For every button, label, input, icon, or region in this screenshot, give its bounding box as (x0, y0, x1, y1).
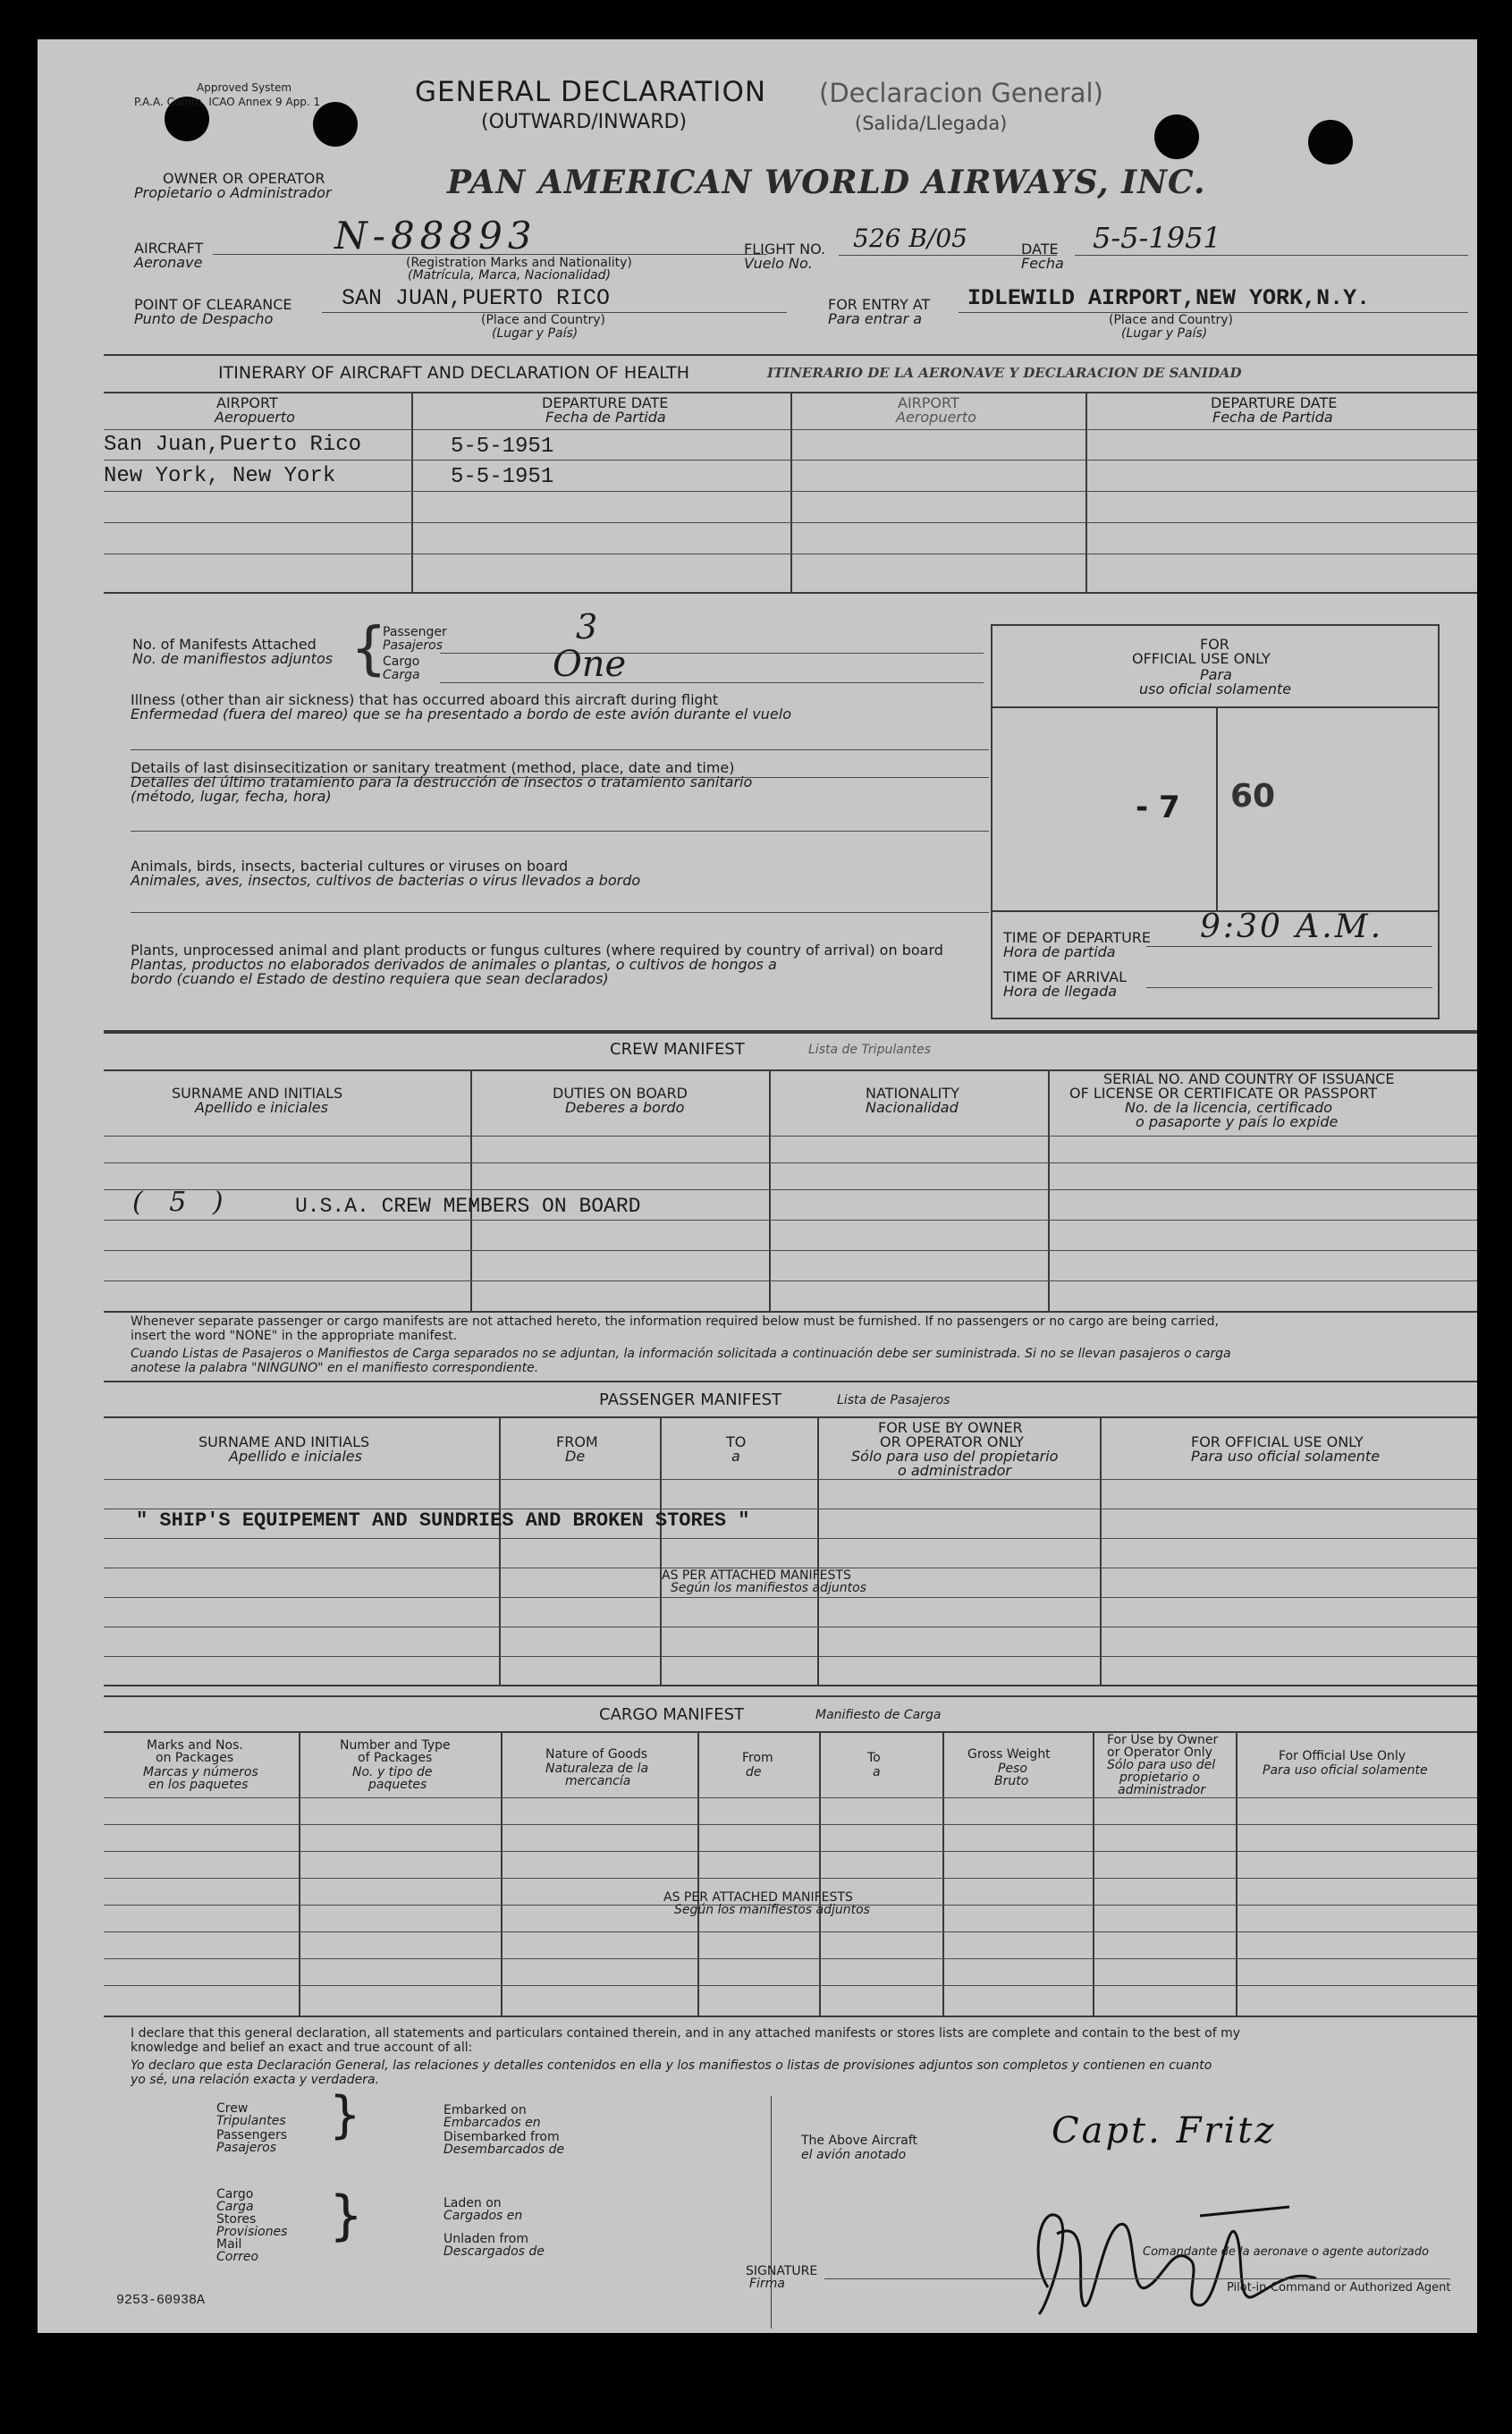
cargo-col-marks2: on Packages (156, 1751, 234, 1765)
itinerary-col-departure-2: DEPARTURE DATE (1211, 394, 1338, 411)
itinerary-top-line (104, 354, 1477, 356)
crew-row-line (104, 1280, 1477, 1281)
aircraft-value: N-88893 (334, 214, 537, 258)
crew-title-es: Lista de Tripulantes (808, 1043, 932, 1057)
footer-stores: Stores (216, 2212, 257, 2227)
cargo-title: CARGO MANIFEST (599, 1705, 744, 1724)
itinerary-date-2: 5-5-1951 (451, 465, 554, 489)
crew-title: CREW MANIFEST (610, 1040, 745, 1059)
passenger-attached-es: Según los manifiestos adjuntos (671, 1581, 866, 1595)
manifests-cargo-es: Carga (383, 668, 420, 682)
manifests-cargo: Cargo (383, 655, 420, 669)
itinerary-col-airport: AIRPORT (216, 394, 278, 411)
date-label: DATE (1021, 241, 1059, 258)
aircraft-label: AIRCRAFT (134, 240, 204, 257)
entry-sub: (Place and Country) (1109, 313, 1234, 327)
arrival-time-label: TIME OF ARRIVAL (1003, 968, 1128, 985)
health-line (131, 831, 989, 832)
manifests-line (440, 682, 984, 683)
flight-label: FLIGHT NO. (744, 241, 826, 258)
footer-brace: } (329, 2185, 364, 2247)
cargo-attached: AS PER ATTACHED MANIFESTS (663, 1890, 853, 1905)
footer-mail-es: Correo (216, 2250, 259, 2264)
health-line (131, 749, 989, 750)
crew-col-duties-es: Deberes a bordo (565, 1099, 685, 1116)
passenger-top-line (104, 1381, 1477, 1382)
manifests-cargo-value: One (553, 644, 627, 685)
cargo-col-marks-es: Marcas y números (143, 1765, 258, 1779)
passenger-col-to-es: a (731, 1448, 740, 1465)
health-line (131, 912, 989, 913)
notice-text-es: Cuando Listas de Pasajeros o Manifiestos de Carga separados no se adjuntan, la información solicitada a continuación debe ser suministrada. Si no se llevan pasajeros o carga (131, 1347, 1231, 1361)
illness-label-es: Enfermedad (fuera del mareo) que se ha presentado a bordo de este avión durante el vuelo (131, 706, 791, 723)
clearance-sub: (Place and Country) (481, 313, 606, 327)
crew-header-line (104, 1032, 1477, 1034)
animals-label: Animals, birds, insects, bacterial cultures or viruses on board (131, 858, 569, 875)
entry-value: IDLEWILD AIRPORT,NEW YORK,N.Y. (967, 285, 1371, 311)
cargo-row-line (104, 1958, 1477, 1959)
itinerary-bottom-line (104, 592, 1477, 594)
declaration-text-es: Yo declaro que esta Declaración General, las relaciones y detalles contenidos en ella y los manifiestos o listas de provisiones adjuntos son completos y contienen en cuanto (131, 2058, 1212, 2073)
footer-cargo: Cargo (216, 2187, 254, 2202)
flight-value: 526 B/05 (853, 224, 967, 253)
cargo-col-nature: Nature of Goods (545, 1747, 648, 1762)
cargo-row-line (104, 1878, 1477, 1879)
manifests-passenger: Passenger (383, 625, 447, 639)
clearance-sub-es: (Lugar y País) (492, 326, 579, 341)
crew-row-line (104, 1220, 1477, 1221)
form-number: 9253-60938A (116, 2293, 206, 2308)
passenger-title-es: Lista de Pasajeros (837, 1393, 950, 1407)
declaration-text2: knowledge and belief an exact and true account of all: (131, 2041, 473, 2055)
cargo-col-number-es2: paquetes (368, 1778, 427, 1792)
cargo-divider (819, 1731, 821, 2016)
itinerary-row-line (104, 491, 1477, 492)
plants-label: Plants, unprocessed animal and plant products or fungus cultures (where required by country of arrival) on board (131, 942, 943, 959)
cargo-col-official: For Official Use Only (1279, 1749, 1406, 1763)
cargo-col-number: Number and Type (340, 1738, 451, 1753)
manifests-line (440, 653, 984, 654)
cargo-row-line (104, 1824, 1477, 1825)
signature-line (824, 2278, 1450, 2279)
owner-label-es: Propietario o Administrador (134, 184, 332, 201)
crew-count: ( 5 ) (132, 1187, 232, 1218)
cargo-col-to-es: a (873, 1765, 881, 1779)
official-title: FOR (1200, 636, 1229, 653)
footer-above: The Above Aircraft (801, 2134, 917, 2148)
crew-row-line (104, 1189, 1477, 1190)
cargo-divider (697, 1731, 699, 2016)
official-title-es: Para (1200, 666, 1232, 683)
official-value: 60 (1230, 778, 1276, 815)
aircraft-sub-es: (Matrícula, Marca, Nacionalidad) (408, 268, 612, 283)
disinsect-label-es: Detalles del último tratamiento para la destrucción de insectos o tratamiento sanitario (131, 773, 753, 790)
passenger-divider (1100, 1416, 1102, 1685)
crew-col-serial-es2: o pasaporte y país lo expide (1136, 1113, 1339, 1130)
footer-stores-es: Provisiones (216, 2225, 288, 2239)
form-title-sub: (OUTWARD/INWARD) (481, 111, 688, 133)
manifests-brace: { (351, 616, 387, 682)
disinsect-label: Details of last disinsecitization or sanitary treatment (method, place, date and time) (131, 759, 735, 776)
crew-row-line (104, 1162, 1477, 1163)
passenger-col-owner-es: Sólo para uso del propietario (851, 1448, 1059, 1465)
crew-col-surname-es: Apellido e iniciales (195, 1099, 328, 1116)
cargo-row-line (104, 1797, 1477, 1798)
cargo-col-nature-es2: mercancía (565, 1774, 631, 1788)
footer-embarked-es: Embarcados en (443, 2116, 541, 2130)
departure-time-line (1146, 946, 1432, 947)
departure-time-label: TIME OF DEPARTURE (1003, 929, 1152, 946)
footer-passengers: Passengers (216, 2128, 288, 2142)
itinerary-title: ITINERARY OF AIRCRAFT AND DECLARATION OF HEALTH (218, 363, 690, 383)
notice-text2: insert the word "NONE" in the appropriate manifest. (131, 1329, 458, 1343)
aircraft-sub: (Registration Marks and Nationality) (406, 256, 632, 270)
cargo-col-marks-es2: en los paquetes (148, 1778, 249, 1792)
crew-row-line (104, 1250, 1477, 1251)
crew-col-serial: SERIAL NO. AND COUNTRY OF ISSUANCE (1103, 1070, 1395, 1087)
plants-label-es2: bordo (cuando el Estado de destino requiera que sean declarados) (131, 970, 609, 987)
declaration-text-es2: yo sé, una relación exacta y verdadera. (131, 2073, 380, 2087)
date-label-es: Fecha (1021, 255, 1064, 272)
itinerary-divider (790, 392, 792, 594)
departure-time-value: 9:30 A.M. (1200, 909, 1384, 945)
crew-entry: U.S.A. CREW MEMBERS ON BOARD (295, 1195, 641, 1218)
official-mark: - 7 (1136, 790, 1180, 825)
cargo-col-owner-es: Sólo para uso del (1107, 1758, 1216, 1772)
declaration-text: I declare that this general declaration, all statements and particulars contained therein, and in any attached manifests or stores lists are complete and contain to the best of my (131, 2026, 1240, 2041)
notice-text: Whenever separate passenger or cargo manifests are not attached hereto, the information required below must be furnished. If no passengers or no cargo are being carried, (131, 1314, 1219, 1329)
itinerary-row-line (104, 429, 1477, 430)
cargo-col-number2: of Packages (358, 1751, 433, 1765)
itinerary-col-departure-es-2: Fecha de Partida (1212, 409, 1333, 426)
clearance-value: SAN JUAN,PUERTO RICO (342, 285, 611, 311)
footer-mail: Mail (216, 2237, 242, 2252)
footer-unladen: Unladen from (443, 2232, 528, 2246)
cargo-row-line (104, 1931, 1477, 1932)
itinerary-divider (1085, 392, 1087, 594)
cargo-col-to: To (867, 1751, 881, 1765)
cargo-header-top (104, 1731, 1477, 1733)
passenger-attached: AS PER ATTACHED MANIFESTS (662, 1568, 851, 1583)
clearance-label-es: Punto de Despacho (134, 310, 274, 327)
cargo-col-marks: Marks and Nos. (147, 1738, 243, 1753)
date-line (1075, 255, 1468, 256)
passenger-divider (660, 1416, 662, 1685)
passenger-col-surname: SURNAME AND INITIALS (199, 1433, 370, 1450)
footer-disembarked: Disembarked from (443, 2130, 560, 2144)
departure-time-label-es: Hora de partida (1003, 943, 1116, 960)
cargo-title-es: Manifiesto de Carga (815, 1708, 942, 1722)
flight-label-es: Vuelo No. (744, 255, 813, 272)
punch-hole (1154, 114, 1199, 159)
cargo-row-line (104, 1985, 1477, 1986)
aircraft-label-es: Aeronave (134, 254, 203, 271)
passenger-col-owner2: OR OPERATOR ONLY (880, 1433, 1025, 1450)
official-divider (993, 706, 1438, 708)
cargo-col-number-es: No. y tipo de (352, 1765, 433, 1779)
cargo-col-from-es: de (746, 1765, 762, 1779)
cargo-divider (1093, 1731, 1094, 2016)
passenger-row-line (104, 1479, 1477, 1480)
footer-above-es: el avión anotado (801, 2148, 907, 2162)
footer-laden: Laden on (443, 2196, 502, 2210)
crew-divider (1048, 1069, 1050, 1313)
entry-label: FOR ENTRY AT (828, 296, 931, 313)
cargo-col-owner2: or Operator Only (1107, 1745, 1212, 1760)
crew-col-serial2: OF LICENSE OR CERTIFICATE OR PASSPORT (1069, 1085, 1378, 1102)
crew-bottom-line (104, 1311, 1477, 1313)
crew-col-nationality-es: Nacionalidad (866, 1099, 959, 1116)
itinerary-airport-2: New York, New York (104, 464, 336, 488)
footer-unladen-es: Descargados de (443, 2244, 545, 2259)
official-title-es2: uso oficial solamente (1139, 680, 1292, 697)
passenger-col-to: TO (726, 1433, 747, 1450)
animals-label-es: Animales, aves, insectos, cultivos de bacterias o virus llevados a bordo (131, 872, 641, 889)
cargo-col-weight: Gross Weight (967, 1747, 1051, 1762)
arrival-time-line (1146, 987, 1432, 988)
form-title-es: (Declaracion General) (819, 78, 1103, 108)
cargo-col-owner-es3: administrador (1118, 1783, 1206, 1797)
approval-ref: P.A.A. Comm, ICAO Annex 9 App. 1 (134, 96, 321, 108)
itinerary-col-airport-es-2: Aeropuerto (896, 409, 976, 426)
approval-text: Approved System (197, 81, 292, 94)
passenger-row-line (104, 1538, 1477, 1539)
crew-col-surname: SURNAME AND INITIALS (172, 1085, 343, 1102)
footer-laden-es: Cargados en (443, 2209, 523, 2223)
footer-divider (771, 2096, 772, 2328)
cargo-col-owner-es2: propietario o (1119, 1771, 1200, 1785)
crew-divider (470, 1069, 472, 1313)
footer-crew-es: Tripulantes (216, 2114, 286, 2128)
punch-hole (1308, 120, 1353, 165)
manifests-label-es: No. de manifiestos adjuntos (132, 650, 334, 667)
passenger-col-owner-es2: o administrador (898, 1462, 1011, 1479)
date-value: 5-5-1951 (1093, 221, 1221, 255)
footer-embarked: Embarked on (443, 2103, 527, 2117)
cargo-divider (299, 1731, 300, 2016)
notice-text-es2: anotese la palabra "NINGUNO" en el manifiesto correspondiente. (131, 1361, 539, 1375)
signature-label: SIGNATURE (746, 2264, 818, 2278)
clearance-label: POINT OF CLEARANCE (134, 296, 292, 313)
passenger-entry: " SHIP'S EQUIPEMENT AND SUNDRIES AND BROKEN STORES " (136, 1509, 750, 1532)
illness-label: Illness (other than air sickness) that has occurred aboard this aircraft during flight (131, 691, 719, 708)
captain-name: Capt. Fritz (1052, 2110, 1277, 2151)
passenger-row-line (104, 1656, 1477, 1657)
cargo-col-official-es: Para uso oficial solamente (1263, 1763, 1428, 1778)
itinerary-airport-1: San Juan,Puerto Rico (104, 433, 362, 457)
passenger-col-surname-es: Apellido e iniciales (229, 1448, 362, 1465)
cargo-col-owner: For Use by Owner (1107, 1733, 1219, 1747)
cargo-col-nature-es: Naturaleza de la (545, 1762, 649, 1776)
general-declaration-form (38, 39, 1477, 2333)
itinerary-date-1: 5-5-1951 (451, 435, 554, 459)
cargo-col-weight-es: Peso (998, 1762, 1027, 1776)
manifests-passenger-value: 3 (576, 607, 598, 647)
itinerary-col-departure: DEPARTURE DATE (542, 394, 669, 411)
form-title-es-sub: (Salida/Llegada) (855, 113, 1008, 134)
passenger-header-top (104, 1416, 1477, 1418)
manifests-label: No. of Manifests Attached (132, 636, 317, 653)
pic-label: Pilot-in-Command or Authorized Agent (1227, 2281, 1451, 2295)
cargo-divider (501, 1731, 503, 2016)
crew-divider (769, 1069, 771, 1313)
official-divider-v (1216, 706, 1218, 912)
cargo-divider (1236, 1731, 1237, 2016)
passenger-bottom-line (104, 1685, 1477, 1686)
footer-brace: } (329, 2086, 361, 2144)
official-title2: OFFICIAL USE ONLY (1132, 650, 1271, 667)
cargo-col-from: From (742, 1751, 773, 1765)
itinerary-col-airport-2: AIRPORT (898, 394, 959, 411)
passenger-row-line (104, 1597, 1477, 1598)
passenger-col-from: FROM (556, 1433, 598, 1450)
crew-col-nationality: NATIONALITY (866, 1085, 959, 1102)
passenger-divider (499, 1416, 501, 1685)
passenger-col-from-es: De (565, 1448, 586, 1465)
itinerary-row-line (104, 522, 1477, 523)
passenger-col-official: FOR OFFICIAL USE ONLY (1191, 1433, 1364, 1450)
itinerary-divider (411, 392, 413, 594)
passenger-divider (817, 1416, 819, 1685)
footer-crew: Crew (216, 2101, 249, 2116)
itinerary-title-es: ITINERARIO DE LA AERONAVE Y DECLARACION DE SANIDAD (767, 365, 1242, 381)
cargo-bottom-line (104, 2016, 1477, 2017)
itinerary-col-departure-es: Fecha de Partida (545, 409, 666, 426)
itinerary-col-airport-es: Aeropuerto (215, 409, 295, 426)
owner-label: OWNER OR OPERATOR (163, 170, 325, 187)
manifests-passenger-es: Pasajeros (383, 638, 443, 653)
crew-col-duties: DUTIES ON BOARD (553, 1085, 688, 1102)
footer-passengers-es: Pasajeros (216, 2141, 277, 2155)
form-title: GENERAL DECLARATION (415, 76, 767, 108)
cargo-attached-es: Según los manifiestos adjuntos (674, 1903, 870, 1917)
cargo-top-line (104, 1695, 1477, 1697)
arrival-time-label-es: Hora de llegada (1003, 983, 1118, 1000)
signature-label-es: Firma (749, 2277, 785, 2291)
pic-label-es: Comandante de la aeronave o agente autorizado (1143, 2245, 1429, 2259)
cargo-row-line (104, 1851, 1477, 1852)
footer-disembarked-es: Desembarcados de (443, 2142, 565, 2157)
passenger-title: PASSENGER MANIFEST (599, 1390, 782, 1409)
passenger-col-owner: FOR USE BY OWNER (878, 1419, 1023, 1436)
cargo-col-weight-es2: Bruto (994, 1774, 1029, 1788)
itinerary-row-line (104, 460, 1477, 461)
entry-sub-es: (Lugar y País) (1121, 326, 1208, 341)
crew-row-line (104, 1136, 1477, 1137)
entry-label-es: Para entrar a (828, 310, 923, 327)
owner-value: PAN AMERICAN WORLD AIRWAYS, INC. (447, 164, 1206, 201)
disinsect-label-es2: (método, lugar, fecha, hora) (131, 788, 332, 805)
footer-cargo-es: Carga (216, 2200, 254, 2214)
passenger-col-official-es: Para uso oficial solamente (1191, 1448, 1381, 1465)
cargo-divider (942, 1731, 944, 2016)
crew-col-serial-es: No. de la licencia, certificado (1125, 1099, 1333, 1116)
plants-label-es: Plantas, productos no elaborados derivados de animales o plantas, o cultivos de hongos a (131, 956, 777, 973)
